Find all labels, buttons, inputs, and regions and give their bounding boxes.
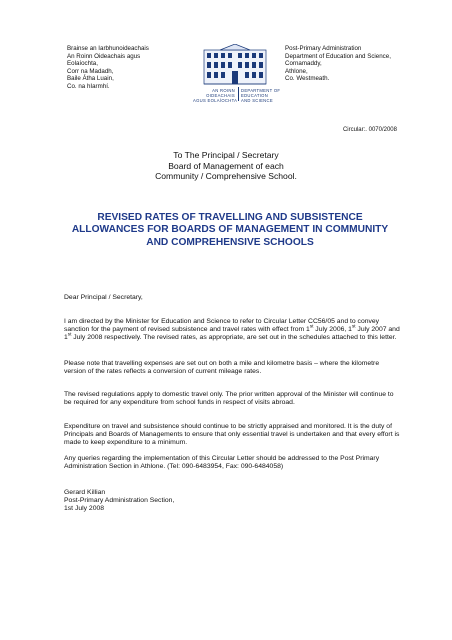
english-address-line: Department of Education and Science, [285,52,391,60]
paragraph-expenditure: Expenditure on travel and subsistence should continue to be strictly appraised and monitored. It is the duty of Principals and Boards of Managements to ensure that only essential travel is undertaken and that every effort is made to keep expenditure to a minimum. [64,423,400,447]
english-address-block [285,45,425,83]
text-run: July 2007 and 1 [64,326,400,342]
ordinal-suffix: st [309,323,314,329]
irish-address-block [67,45,177,91]
crest-irish-line: AN ROINN [212,88,235,93]
recipient-line: Community / Comprehensive School. [155,171,297,182]
circular-number: Circular:. 0070/2008 [342,127,397,133]
paragraph-regulations: The revised regulations apply to domestic travel only. The prior written approval of the Minister will continue to be required for any expenditure from school funds in respect of visits abroad. [64,391,394,407]
letter-date: 1st July 2008 [64,505,105,513]
crest-divider [238,87,239,101]
paragraph-expenses: Please note that travelling expenses are set out on both a mile and kilometre basis – where the kilometre version of the rates reflects a conversion of current mileage rates. [64,360,380,376]
irish-address-line: Baile Átha Luain, [67,75,114,83]
crest-english-text [241,88,283,103]
paragraph-queries: Any queries regarding the implementation of this Circular Letter should be addressed to the Post Primary Administration Section in Athlone. (Tel: 090-6483954, Fax: 090-6484058) [64,455,380,471]
english-address-line: Cornamaddy, [285,60,322,68]
signature-block [64,489,402,514]
ordinal-suffix: st [67,332,72,338]
crest-irish-line: OIDEACHAIS [206,93,235,98]
text-run: I am directed by the Minister for Education and Science to refer to Circular Letter CC56/05 and to convey sanction for the payment of revised subsistence and travel rates with effect from 1 [64,318,380,334]
letter-title: REVISED RATES OF TRAVELLING AND SUBSISTENCE ALLOWANCES FOR BOARDS OF MANAGEMENT IN COMMUNITY AND COMPREHENSIVE SCHOOLS [71,212,389,248]
paragraph-sanction [64,318,402,343]
recipient-line: Board of Management of each [168,160,284,171]
irish-address-line: Brainse an Iarbhunoideachais [67,45,149,52]
crest-english-line: EDUCATION [241,93,269,98]
signatory-name: Gerard Killian [64,489,106,496]
ordinal-suffix: st [351,323,356,329]
irish-address-line: Eolaíochta, [67,60,98,68]
english-address-line: Co. Westmeath. [285,75,330,83]
crest-irish-line: AGUS EOLAÍOCHTA [193,98,238,103]
signatory-section: Post-Primary Administration Section, [64,497,175,505]
text-run: July 2006, 1 [313,326,352,334]
crest-english-line: DEPARTMENT OF [241,88,281,93]
english-address-line: Athlone, [285,67,308,75]
recipient-address [0,150,452,182]
irish-address-line: Corr na Madadh, [67,67,114,75]
english-address-line: Post-Primary Administration [285,45,362,52]
irish-address-line: An Roinn Oideachais agus [67,52,141,60]
irish-address-line: Co. na hIarmhí. [67,82,110,90]
text-run: July 2008 respectively. The revised rates, as appropriate, are set out in the schedules attached to this letter. [71,334,397,342]
salutation: Dear Principal / Secretary, [64,294,143,301]
crest-english-line: AND SCIENCE [241,98,273,103]
paragraph-sanction-text [64,318,402,343]
recipient-line: To The Principal / Secretary [173,150,279,160]
crest-irish-text [193,88,238,103]
